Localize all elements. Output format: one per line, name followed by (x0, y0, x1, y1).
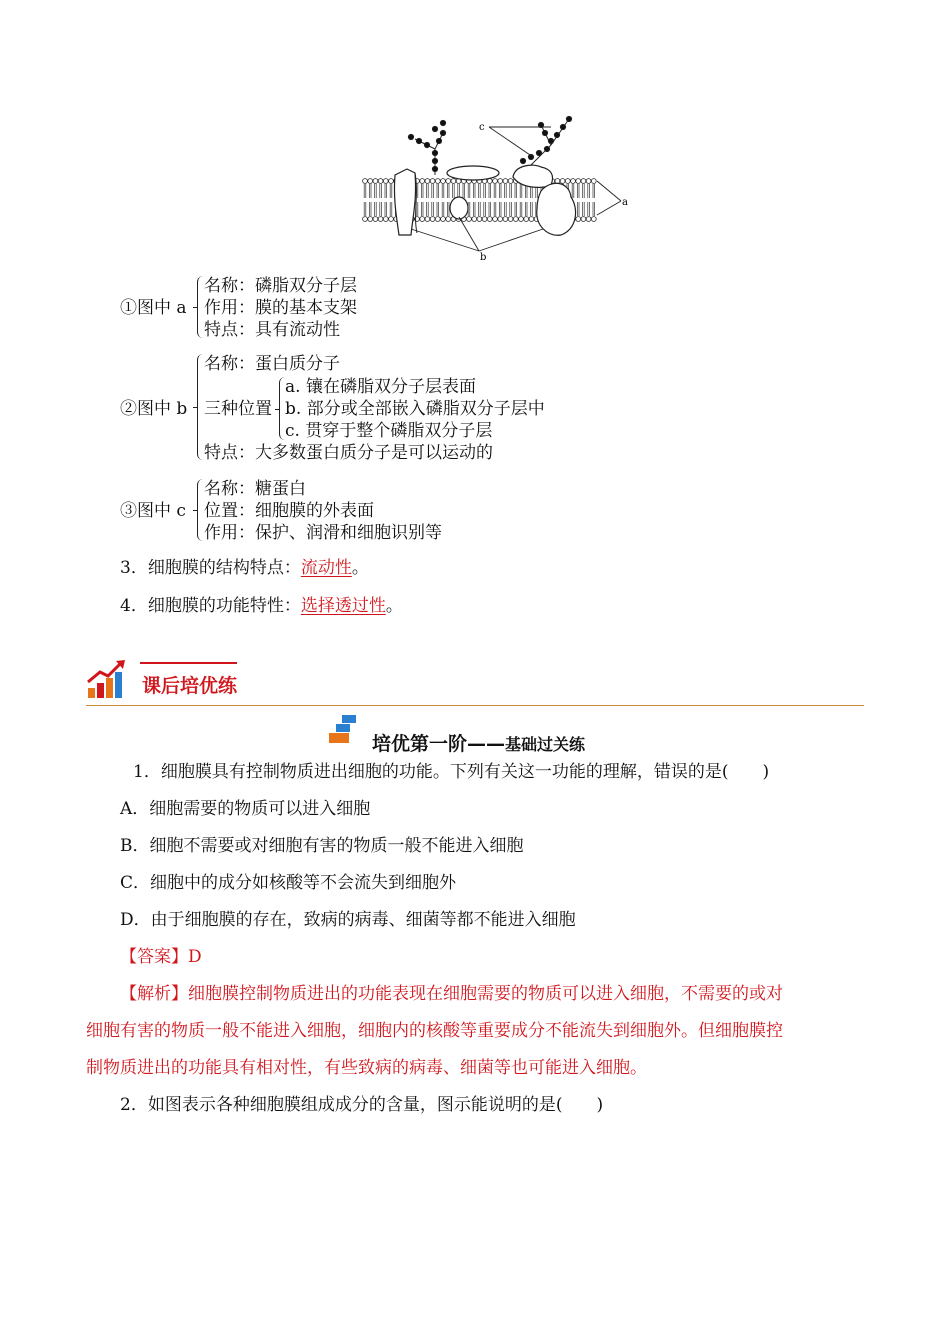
phospholipid-head (383, 179, 388, 184)
level-title-main: 培优第一阶—— (372, 733, 506, 755)
phospholipid-head (472, 217, 477, 222)
phospholipid-head (581, 179, 586, 184)
section-title: 课后培优练 (142, 675, 238, 697)
phospholipid-head (576, 179, 581, 184)
phospholipid-head (363, 179, 368, 184)
phospholipid-head (389, 179, 394, 184)
item1-line: 特点：具有流动性 (204, 320, 340, 340)
item2-positions-label: 三种位置 (204, 399, 272, 419)
phospholipid-head (503, 179, 508, 184)
phospholipid-head (560, 179, 565, 184)
q1-option: C．细胞中的成分如核酸等不会流失到细胞外 (120, 873, 457, 893)
point3 (120, 557, 369, 579)
diagram-label-c: c (479, 122, 485, 133)
phospholipid-head (435, 179, 440, 184)
q1-option: A．细胞需要的物质可以进入细胞 (120, 799, 371, 819)
item1-head: ①图中 a (120, 298, 187, 318)
phospholipid-head (519, 217, 524, 222)
item3-brace (197, 479, 204, 541)
phospholipid-head (498, 217, 503, 222)
point4-prefix: 4．细胞膜的功能特性： (120, 596, 301, 616)
item3-line: 名称：糖蛋白 (204, 479, 306, 499)
section-divider (86, 705, 864, 706)
phospholipid-head (581, 217, 586, 222)
bar-chart-trend-icon (86, 658, 128, 700)
phospholipid-head (435, 217, 440, 222)
phospholipid-head (498, 179, 503, 184)
phospholipid-head (420, 217, 425, 222)
phospholipid-head (451, 179, 456, 184)
embedded-protein-large (537, 183, 576, 235)
phospholipid-head (482, 217, 487, 222)
section-title-accent (140, 662, 237, 664)
q1-analysis-text: 细胞膜控制物质进出的功能表现在细胞需要的物质可以进入细胞，不需要的或对 (188, 984, 783, 1004)
phospholipid-head (430, 179, 435, 184)
q2-stem: 2．如图表示各种细胞膜组成成分的含量，图示能说明的是( ) (120, 1095, 604, 1115)
cell-membrane-diagram (355, 105, 645, 260)
phospholipid-head (363, 217, 368, 222)
q1-answer-value: D (188, 947, 202, 967)
phospholipid-head (503, 217, 508, 222)
phospholipid-head (487, 217, 492, 222)
surface-protein (447, 166, 499, 180)
phospholipid-head (493, 217, 498, 222)
q1-analysis-line (120, 983, 783, 1005)
transmembrane-protein (394, 169, 415, 235)
phospholipid-head (441, 179, 446, 184)
phospholipid-head (513, 217, 518, 222)
glycoprotein-protein (513, 165, 553, 187)
phospholipid-head (446, 179, 451, 184)
phospholipid-head (389, 217, 394, 222)
point3-suffix: 。 (351, 558, 369, 578)
diagram-label-b: b (480, 252, 487, 260)
phospholipid-head (493, 179, 498, 184)
phospholipid-head (368, 179, 373, 184)
phospholipid-head (591, 217, 596, 222)
item2-name: 名称：蛋白质分子 (204, 354, 340, 374)
q1-answer (120, 946, 202, 968)
phospholipid-head (420, 179, 425, 184)
phospholipid-head (373, 217, 378, 222)
q1-analysis-label: 【解析】 (120, 984, 188, 1004)
q1-stem: 1．细胞膜具有控制物质进出细胞的功能。下列有关这一功能的理解，错误的是( ) (133, 762, 770, 782)
level-title (372, 729, 585, 756)
q1-option: D．由于细胞膜的存在，致病的病毒、细菌等都不能进入细胞 (120, 910, 576, 930)
phospholipid-head (565, 179, 570, 184)
sugar-chain-left (408, 120, 445, 175)
item2-feature: 特点：大多数蛋白质分子是可以运动的 (204, 443, 493, 463)
phospholipid-head (477, 217, 482, 222)
point4-answer: 选择透过性 (300, 596, 386, 616)
phospholipid-head (586, 217, 591, 222)
phospholipid-head (378, 217, 383, 222)
point4-suffix: 。 (385, 596, 403, 616)
phospholipid-head (487, 179, 492, 184)
phospholipid-head (586, 179, 591, 184)
q1-option: B．细胞不需要或对细胞有害的物质一般不能进入细胞 (120, 836, 524, 856)
q1-answer-label: 【答案】 (120, 947, 188, 967)
diagram-label-a: a (622, 197, 628, 208)
point3-prefix: 3．细胞膜的结构特点： (120, 558, 301, 578)
phospholipid-head (508, 179, 513, 184)
point3-answer: 流动性 (300, 558, 352, 578)
q1-analysis-line: 制物质进出的功能具有相对性，有些致病的病毒、细菌等也可能进入细胞。 (86, 1058, 647, 1078)
sugar-chain-right (520, 116, 571, 165)
item3-line: 作用：保护、润滑和细胞识别等 (204, 523, 442, 543)
item2-position: a. 镶在磷脂双分子层表面 (285, 377, 476, 397)
phospholipid-head (467, 217, 472, 222)
item1-line: 名称：磷脂双分子层 (204, 276, 357, 296)
phospholipid-head (373, 179, 378, 184)
phospholipid-head (430, 217, 435, 222)
item1-brace (197, 276, 204, 338)
level-title-sub: 基础过关练 (505, 735, 586, 754)
phospholipid-head (368, 217, 373, 222)
embedded-protein-small (450, 197, 468, 219)
phospholipid-head (425, 217, 430, 222)
phospholipid-head (508, 217, 513, 222)
point4 (120, 595, 403, 617)
stairs-icon (328, 714, 368, 746)
item1-line: 作用：膜的基本支架 (204, 298, 357, 318)
item2-position: b. 部分或全部嵌入磷脂双分子层中 (285, 399, 545, 419)
item2-position: c. 贯穿于整个磷脂双分子层 (285, 421, 493, 441)
q1-analysis-line: 细胞有害的物质一般不能进入细胞，细胞内的核酸等重要成分不能流失到细胞外。但细胞膜控 (86, 1021, 783, 1041)
phospholipid-head (446, 217, 451, 222)
item2-head: ②图中 b (120, 399, 188, 419)
item3-line: 位置：细胞膜的外表面 (204, 501, 374, 521)
phospholipid-head (591, 179, 596, 184)
phospholipid-head (576, 217, 581, 222)
item3-head: ③图中 c (120, 501, 186, 521)
phospholipid-head (378, 179, 383, 184)
phospholipid-head (441, 217, 446, 222)
phospholipid-head (425, 179, 430, 184)
phospholipid-head (524, 217, 529, 222)
item2-brace (197, 354, 204, 460)
phospholipid-head (383, 217, 388, 222)
phospholipid-head (571, 179, 576, 184)
phospholipid-head (529, 217, 534, 222)
